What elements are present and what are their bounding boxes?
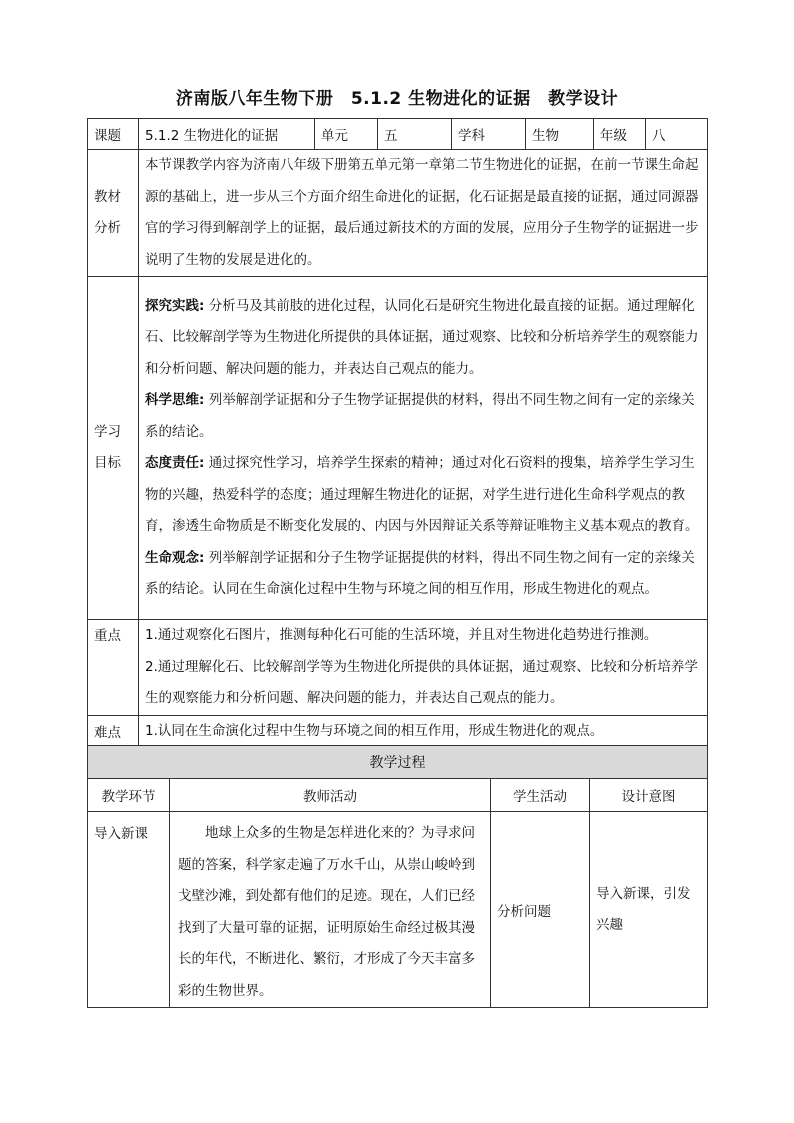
objectives-row xyxy=(88,277,708,620)
unit-label: 单元 xyxy=(315,119,378,150)
subject-label: 学科 xyxy=(452,119,526,150)
page-title: 济南版八年生物下册 5.1.2 生物进化的证据 教学设计 xyxy=(175,89,619,109)
difficult-points-label: 难点 xyxy=(88,715,139,748)
header-student: 学生活动 xyxy=(491,779,590,812)
objectives-content xyxy=(139,277,708,620)
material-analysis-text: 本节课教学内容为济南八年级下册第五单元第一章第二节生物进化的证据，在前一节课生命起源的基础上，进一步从三个方面介绍生命进化的证据，化石证据是最直接的证据，通过同源器官的学习得到解剖学上的证据，最后通过新技术的方面的发展，应用分子生物学的证据进一步说明了生物的发展是进化的。 xyxy=(139,150,708,277)
objectives-label: 学习 目标 xyxy=(88,277,139,620)
row-teacher-activity: 地球上众多的生物是怎样进化来的？为寻求问题的答案，科学家走遍了万水千山，从崇山峻岭到戈壁沙滩，到处都有他们的足迹。现在，人们已经找到了大量可靠的证据，证明原始生命经过极其漫长的年代，不断进化、繁衍，才形成了今天丰富多彩的生物世界。 xyxy=(170,812,491,1008)
unit-value: 五 xyxy=(378,119,452,150)
header-teacher: 教师活动 xyxy=(170,779,491,812)
process-section-row xyxy=(88,746,708,779)
key-points-label: 重点 xyxy=(88,620,139,716)
row-student-activity: 分析问题 xyxy=(491,812,590,1008)
process-header-row xyxy=(88,779,708,812)
topic-value: 5.1.2 生物进化的证据 xyxy=(139,119,315,150)
teaching-process-table xyxy=(87,745,708,1008)
objective-item: 探究实践: 分析马及其前肢的进化过程，认同化石是研究生物进化最直接的证据。通过理解化石、比较解剖学等为生物进化所提供的具体证据，通过观察、比较和分析培养学生的观察能力和分析问题、解决问题的能力，并表达自己观点的能力。 xyxy=(145,297,699,377)
subject-value: 生物 xyxy=(526,119,594,150)
key-points-row xyxy=(88,620,708,716)
material-analysis-row xyxy=(88,150,708,277)
grade-value: 八 xyxy=(646,119,708,150)
process-section-title: 教学过程 xyxy=(88,746,708,779)
difficult-points-row xyxy=(88,715,708,748)
topic-label: 课题 xyxy=(88,119,139,150)
grade-label: 年级 xyxy=(594,119,646,150)
key-points-content xyxy=(139,620,708,716)
row-design-intent: 导入新课，引发兴趣 xyxy=(590,812,708,1008)
design-info-table xyxy=(87,118,708,748)
objective-item: 生命观念: 列举解剖学证据和分子生物学证据提供的材料，得出不同生物之间有一定的亲缘关系的结论。认同在生命演化过程中生物与环境之间的相互作用，形成生物进化的观点。 xyxy=(145,549,695,597)
info-row xyxy=(88,119,708,150)
material-analysis-label: 教材 分析 xyxy=(88,150,139,277)
difficult-points-text: 1.认同在生命演化过程中生物与环境之间的相互作用，形成生物进化的观点。 xyxy=(139,715,708,748)
row-stage: 导入新课 xyxy=(88,812,170,1008)
process-row xyxy=(88,812,708,1008)
key-point-item: 1.通过观察化石图片，推测每种化石可能的生活环境，并且对生物进化趋势进行推测。 xyxy=(145,627,658,643)
objective-item: 科学思维: 列举解剖学证据和分子生物学证据提供的材料，得出不同生物之间有一定的亲缘关系的结论。 xyxy=(145,392,695,440)
header-stage: 教学环节 xyxy=(88,779,170,812)
header-intent: 设计意图 xyxy=(590,779,708,812)
key-point-item: 2.通过理解化石、比较解剖学等为生物进化所提供的具体证据，通过观察、比较和分析培养学生的观察能力和分析问题、解决问题的能力，并表达自己观点的能力。 xyxy=(145,658,698,706)
objective-item: 态度责任: 通过探究性学习，培养学生探索的精神；通过对化石资料的搜集，培养学生学习生物的兴趣，热爱科学的态度；通过理解生物进化的证据，对学生进行进化生命科学观点的教育，渗透生命物质是不断变化发展的、内因与外因辩证关系等辩证唯物主义基本观点的教育。 xyxy=(145,455,699,534)
